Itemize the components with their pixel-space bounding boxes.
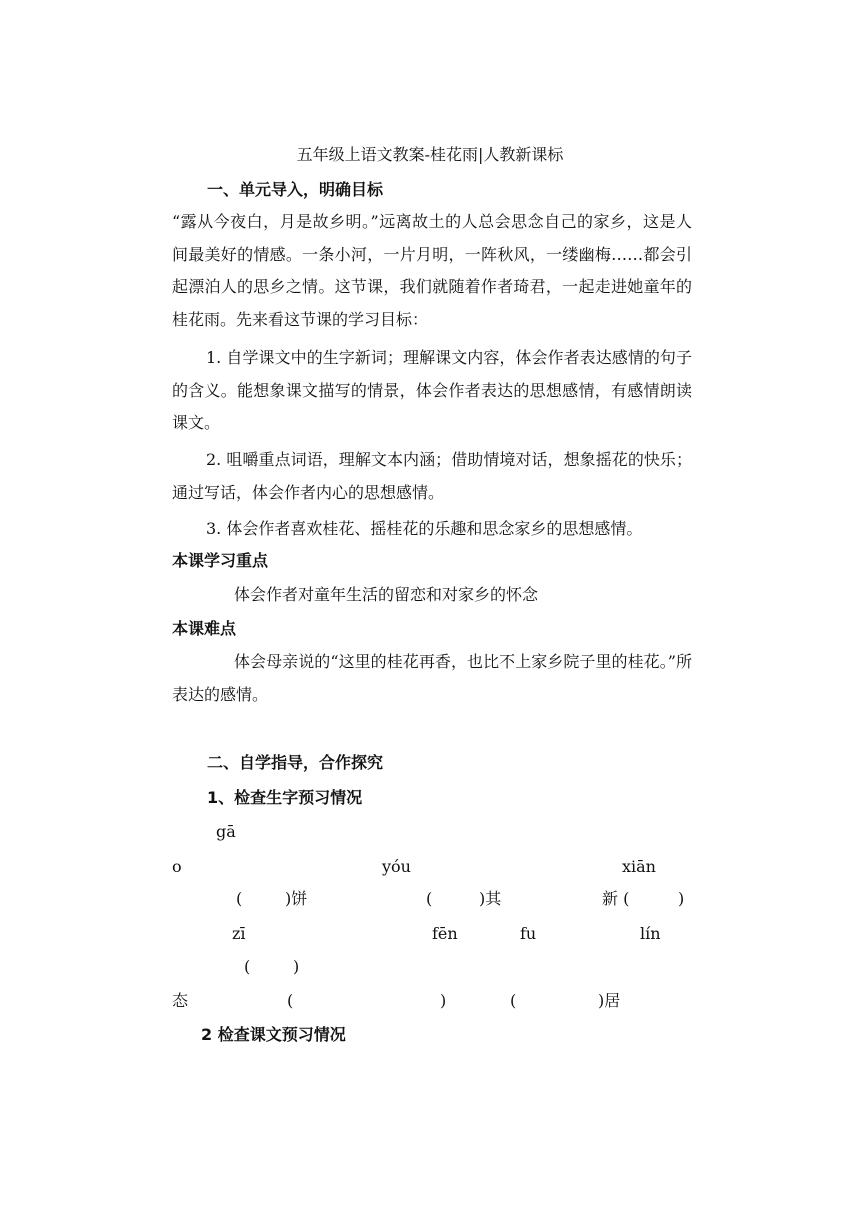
- pinyin-lin: lín: [640, 924, 661, 943]
- blank-fenfu-open: (: [287, 991, 294, 1010]
- blank-lin-open: (: [510, 991, 517, 1010]
- pinyin-fen: fēn: [432, 924, 458, 943]
- goal-3: 3. 体会作者喜欢桂花、摇桂花的乐趣和思念家乡的思想感情。: [206, 519, 643, 538]
- key-point-label: 本课学习重点: [172, 551, 269, 570]
- pinyin-xian: xiān: [622, 857, 656, 876]
- pinyin-fu: fu: [520, 924, 537, 943]
- key-point-text: 体会作者对童年生活的留恋和对家乡的怀念: [234, 585, 539, 604]
- intro-paragraph: “露从今夜白，月是故乡明。”远离故土的人总会思念自己的家乡，这是人间最美好的情感。一条小河，一片月明，一阵秋风，一缕幽梅……都会引起漂泊人的思乡之情。这节课，我们就随着作者琦君，一起走进她童年的桂花雨。先来看这节课的学习目标：: [172, 212, 692, 329]
- blank-qi-open: (: [426, 889, 433, 908]
- pinyin-o: o: [172, 857, 182, 876]
- section-1-heading: 一、单元导入，明确目标: [207, 180, 384, 199]
- pinyin-you: yóu: [382, 857, 411, 876]
- goal-2: 2. 咀嚼重点词语，理解文本内涵；借助情境对话，想象摇花的快乐；通过写话，体会作者内心的思想感情。: [172, 450, 692, 502]
- difficulty-text: 体会母亲说的“这里的桂花再香，也比不上家乡院子里的桂花。”所表达的感情。: [172, 652, 692, 704]
- pinyin-ga: gā: [216, 822, 236, 841]
- blank-bing-open: (: [236, 889, 243, 908]
- blank-qi-close: )其: [479, 889, 502, 908]
- subheading-characters-check: 1、检查生字预习情况: [207, 788, 363, 807]
- blank-zi-open: (: [244, 957, 251, 976]
- blank-xin-close: ): [678, 889, 685, 908]
- pinyin-zi: zī: [232, 924, 246, 943]
- document-title: 五年级上语文教案-桂花雨|人教新课标: [296, 145, 564, 164]
- blank-zi-close: ): [293, 957, 300, 976]
- blank-lin-close: )居: [598, 991, 621, 1010]
- blank-xin-open: 新 (: [602, 889, 630, 908]
- blank-bing-close: )饼: [285, 889, 308, 908]
- section-2-heading: 二、自学指导，合作探究: [207, 753, 384, 772]
- subheading-text-check: 2 检查课文预习情况: [201, 1025, 346, 1044]
- char-tai: 态: [172, 991, 189, 1010]
- difficulty-label: 本课难点: [172, 619, 237, 638]
- goal-1: 1. 自学课文中的生字新词；理解课文内容，体会作者表达感情的句子的含义。能想象课文描写的情景，体会作者表达的思想感情，有感情朗读课文。: [172, 348, 692, 432]
- blank-fenfu-close: ): [440, 991, 447, 1010]
